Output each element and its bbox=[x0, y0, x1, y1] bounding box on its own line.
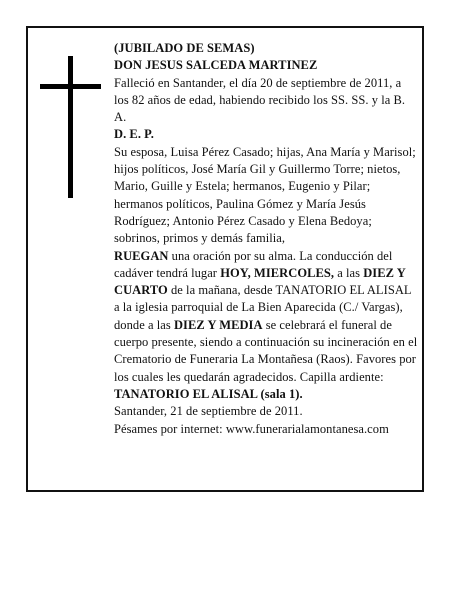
chapel-location: TANATORIO EL ALISAL (sala 1). bbox=[114, 386, 303, 401]
date-line: Santander, 21 de septiembre de 2011. bbox=[114, 404, 303, 419]
retiree-line: (JUBILADO DE SEMAS) bbox=[114, 41, 255, 55]
obituary-notice bbox=[26, 26, 424, 492]
cross-icon bbox=[68, 56, 73, 198]
condolences-line: Pésames por internet: www.funerarialamontanesa.com bbox=[114, 421, 389, 436]
death-text: Falleció en Santander, el día 20 de septiembre de 2011, a los 82 años de edad, habiendo recibido los SS. SS. y la B. A. bbox=[114, 75, 406, 125]
family-text: Su esposa, Luisa Pérez Casado; hijas, Ana María y Marisol; hijos políticos, José María Gil y Guillermo Torre; nietos, Mario, Guille y Estela; hermanos, Eugenio y Pilar; hermanos políticos, Paulina Gómez y María Jesús Rodríguez; Antonio Pérez Casado y Elena Bedoya; sobrinos, primos y demás familia, bbox=[114, 144, 416, 246]
notice-body bbox=[114, 40, 419, 438]
cross-icon-bar bbox=[40, 84, 101, 89]
today-text: HOY, MIERCOLES, bbox=[220, 265, 335, 280]
deceased-name: DON JESUS SALCEDA MARTINEZ bbox=[114, 58, 318, 73]
ceremony-text: RUEGAN una oración por su alma. La conducción del cadáver tendrá lugar HOY, MIERCOLES, a las DIEZ Y CUARTO de la mañana, desde TANATORIO EL ALISAL a la iglesia parroquial de La Bien Aparecida (C./ Vargas), donde a las DIEZ Y MEDIA se celebrará el funeral de cuerpo presente, siendo a continuación su incineración en el Crematorio de Funeraria La Montañesa (Raos). Favores por los cuales les quedarán agradecidos. Capilla ardiente: bbox=[114, 248, 418, 384]
time-half: DIEZ Y MEDIA bbox=[173, 317, 263, 332]
time-quarter: DIEZ Y CUARTO bbox=[114, 265, 406, 298]
dep-line: D. E. P. bbox=[114, 127, 154, 142]
ruegan-word: RUEGAN bbox=[114, 248, 169, 263]
